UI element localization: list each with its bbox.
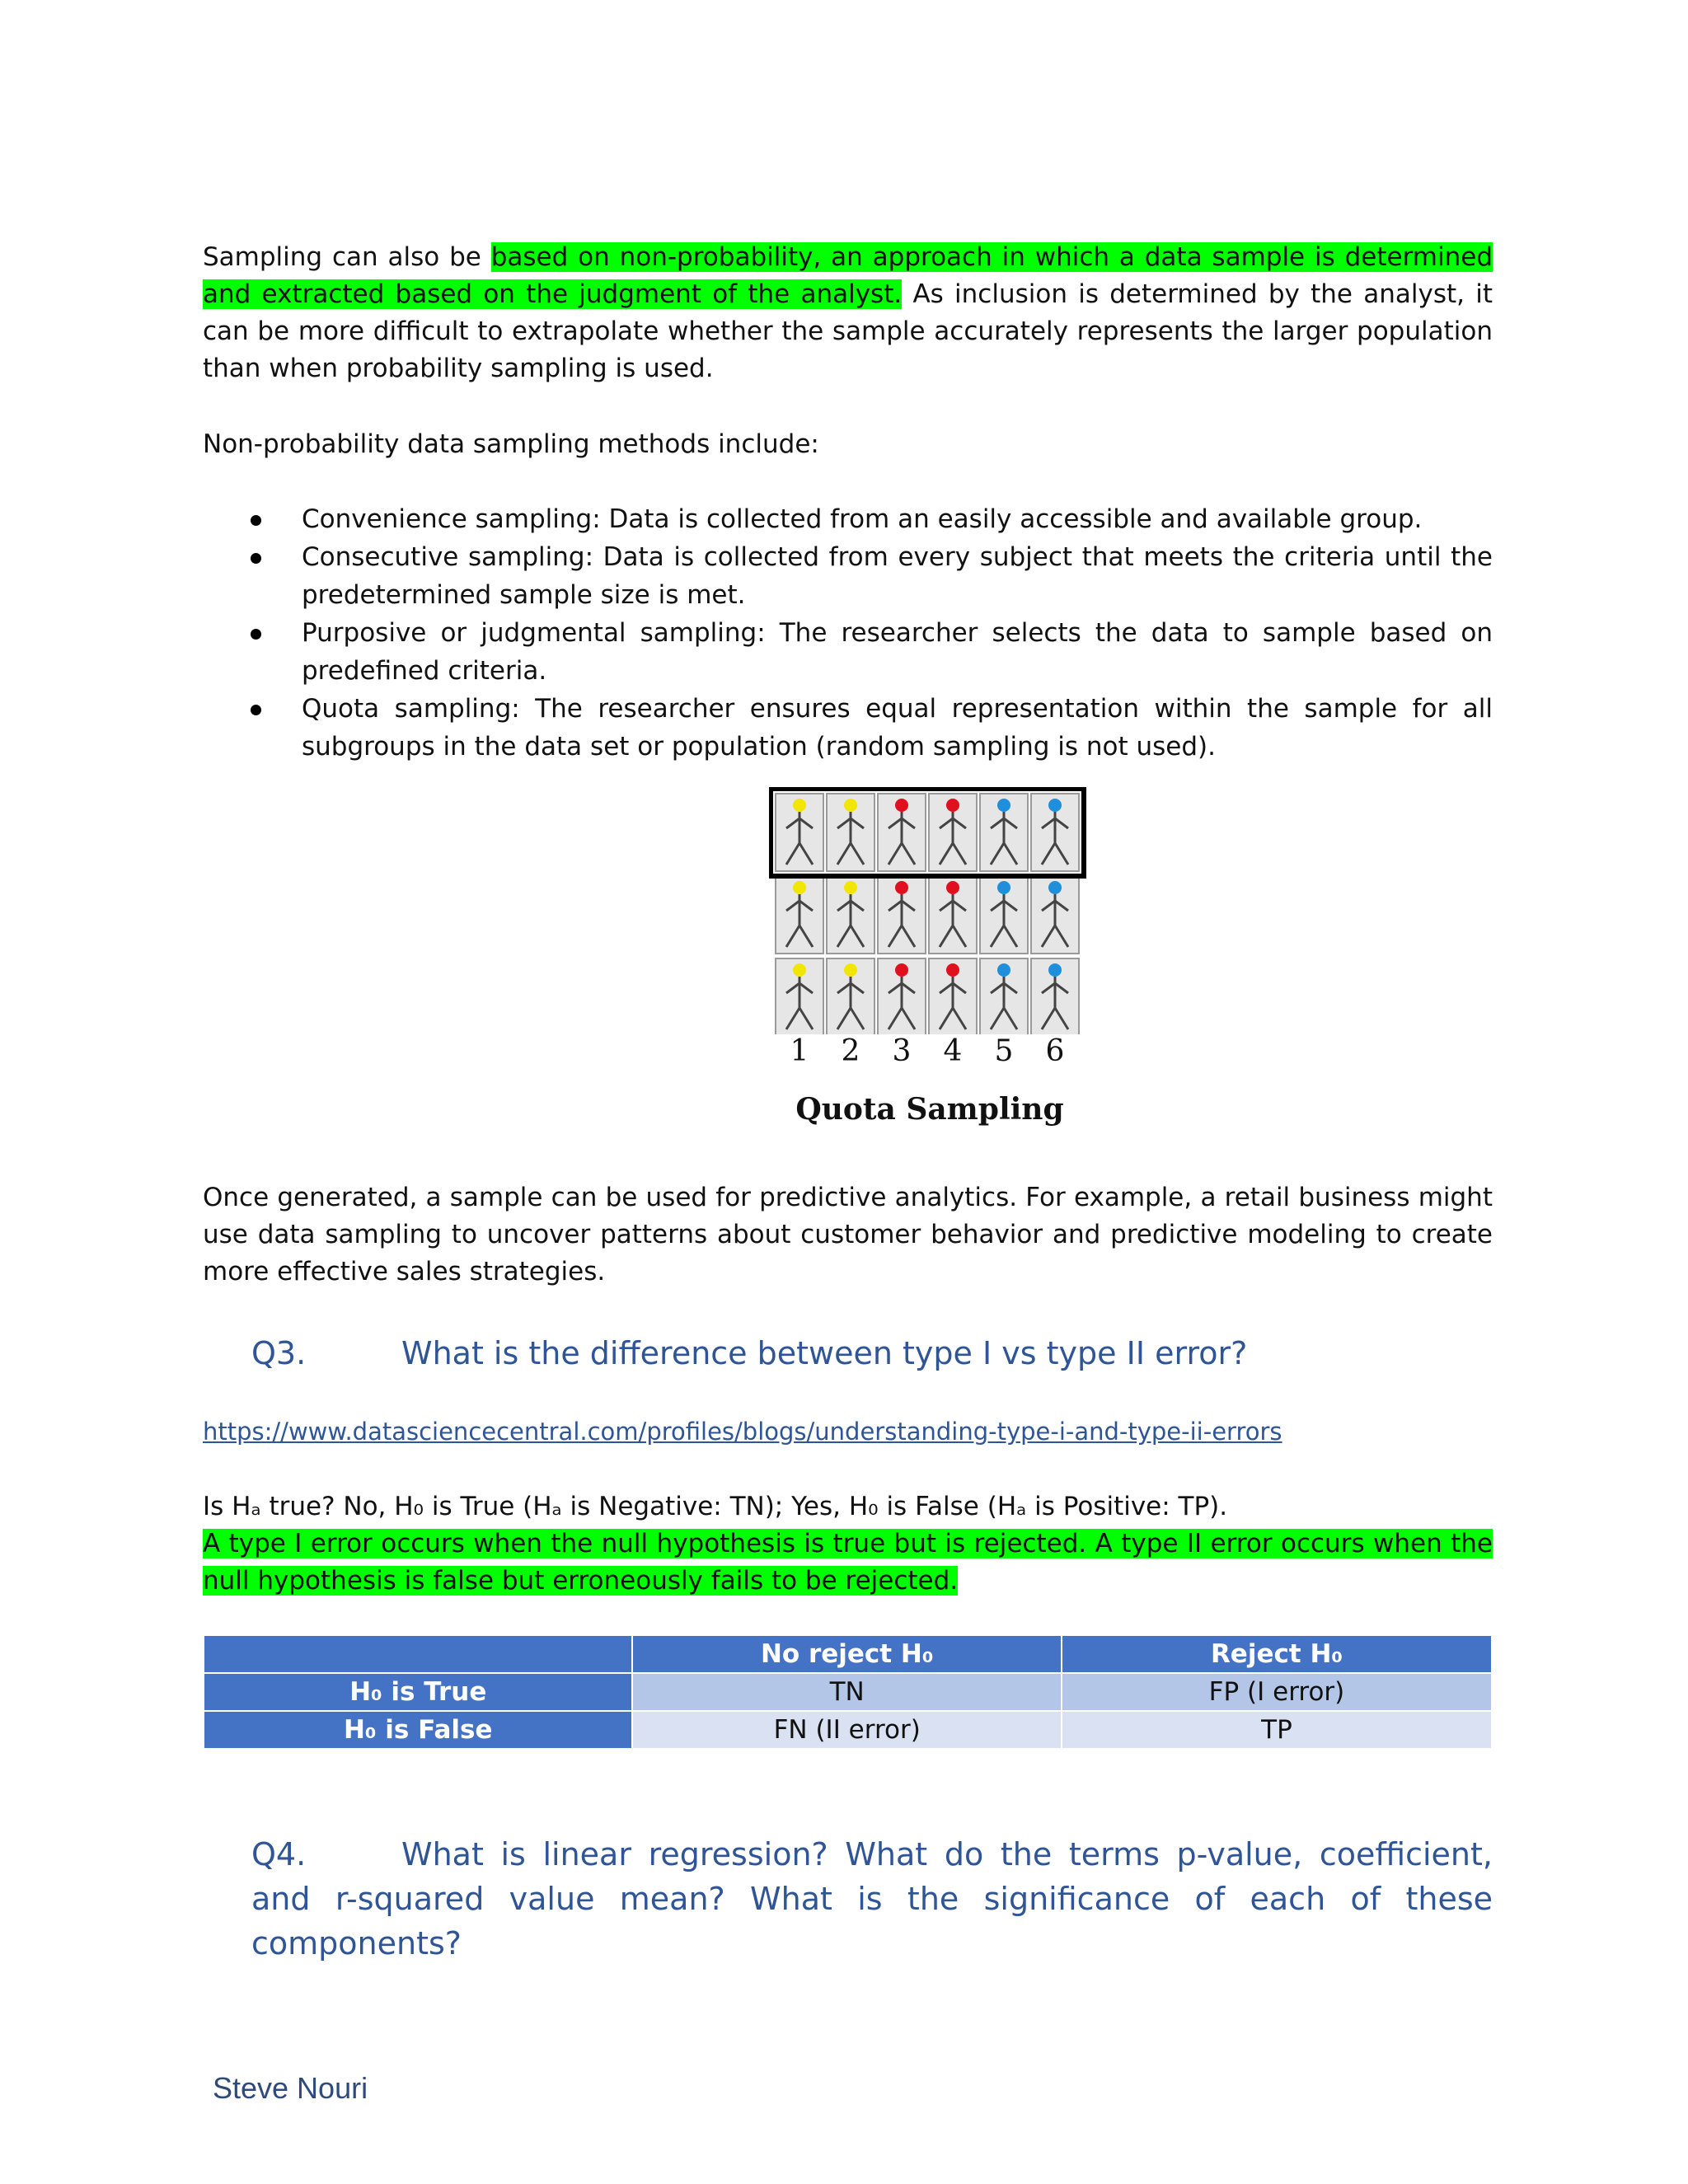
paragraph-text-post: As inclusion is determined by the analyst, it can be more difficult to extrapolate whether the sample accurately represents the larger population than when probability sampling is used. [203,279,1493,383]
reference-link[interactable]: https://www.datasciencecentral.com/profiles/blogs/understanding-type-i-and-type-ii-errors [203,1418,1282,1446]
table-header-cell: Reject H₀ [1062,1635,1492,1673]
paragraph-text-pre: Sampling can also be [203,242,491,272]
group-number: 1 [790,1034,809,1068]
table-cell: TN [632,1673,1061,1711]
bullet-icon [251,553,261,564]
list-item: Quota sampling: The researcher ensures equal representation within the sample for all subgroups in the data set or population (random sampling is not used). [203,690,1493,766]
list-item: Consecutive sampling: Data is collected from every subject that meets the criteria until the predetermined sample size is met. [203,538,1493,614]
person-figure [1031,794,1079,871]
quota-sampling-illustration [769,787,1090,1034]
person-figure [1031,958,1079,1034]
hypothesis-line: Is Hₐ true? No, H₀ is True (Hₐ is Negative: TN); Yes, H₀ is False (Hₐ is Positive: TP). [203,1492,1228,1521]
person-figure [776,794,823,871]
question-text: What is linear regression? What do the terms p-value, coefficient, and r-squared value mean? What is the significance of each of these components? [251,1836,1493,1961]
paragraph-non-probability [203,239,1493,387]
table-header-cell [204,1635,632,1673]
table-cell: TP [1062,1711,1492,1749]
person-figure [776,876,823,954]
person-figure [929,876,977,954]
bullet-icon [251,629,261,640]
table-row [204,1673,1492,1711]
person-figure [929,794,977,871]
list-item: Purposive or judgmental sampling: The researcher selects the data to sample based on predefined criteria. [203,614,1493,690]
person-figure [1031,876,1079,954]
table-cell: FP (I error) [1062,1673,1492,1711]
person-figure [878,958,926,1034]
person-figure [980,876,1028,954]
person-figure [980,958,1028,1034]
bullet-icon [251,515,261,526]
person-figure [878,876,926,954]
person-figure [827,958,874,1034]
question-number: Q3. [251,1335,307,1371]
row-header-cell: H₀ is False [204,1711,632,1749]
group-number: 5 [994,1034,1014,1068]
group-number: 4 [943,1034,963,1068]
author-footer: Steve Nouri [213,2071,368,2105]
person-figure [929,958,977,1034]
table-row [204,1711,1492,1749]
highlighted-text: A type I error occurs when the null hypothesis is true but is rejected. A type II error occurs when the null hypothesis is false but erroneously fails to be rejected. [203,1529,1493,1596]
methods-list [203,500,1493,766]
person-figure [980,794,1028,871]
error-table [203,1634,1493,1750]
methods-intro: Non-probability data sampling methods include: [203,429,819,459]
group-number: 3 [892,1034,912,1068]
table-header-cell: No reject H₀ [632,1635,1061,1673]
paragraph-predictive: Once generated, a sample can be used for predictive analytics. For example, a retail business might use data sampling to uncover patterns about customer behavior and predictive modeling to create more effective sales strategies. [203,1183,1493,1286]
question-4-heading [251,1832,1493,1966]
question-text: What is the difference between type I vs type II error? [401,1335,1248,1371]
error-definition [203,1526,1493,1600]
bullet-icon [251,705,261,715]
question-3-heading [251,1335,1247,1371]
table-cell: FN (II error) [632,1711,1061,1749]
table-header-row [204,1635,1492,1673]
person-figure [776,958,823,1034]
figure-title: Quota Sampling [795,1092,1064,1127]
quota-sampling-figure [769,787,1090,1133]
list-item: Convenience sampling: Data is collected from an easily accessible and available group. [203,500,1493,538]
person-figure [827,876,874,954]
group-number: 2 [841,1034,860,1068]
group-number: 6 [1045,1034,1065,1068]
person-figure [878,794,926,871]
person-figure [827,794,874,871]
row-header-cell: H₀ is True [204,1673,632,1711]
highlighted-text: based on non-probability, an approach in which a data sample is determined and extracted based on the judgment of the analyst. [203,242,1493,309]
question-number: Q4. [251,1836,307,1872]
